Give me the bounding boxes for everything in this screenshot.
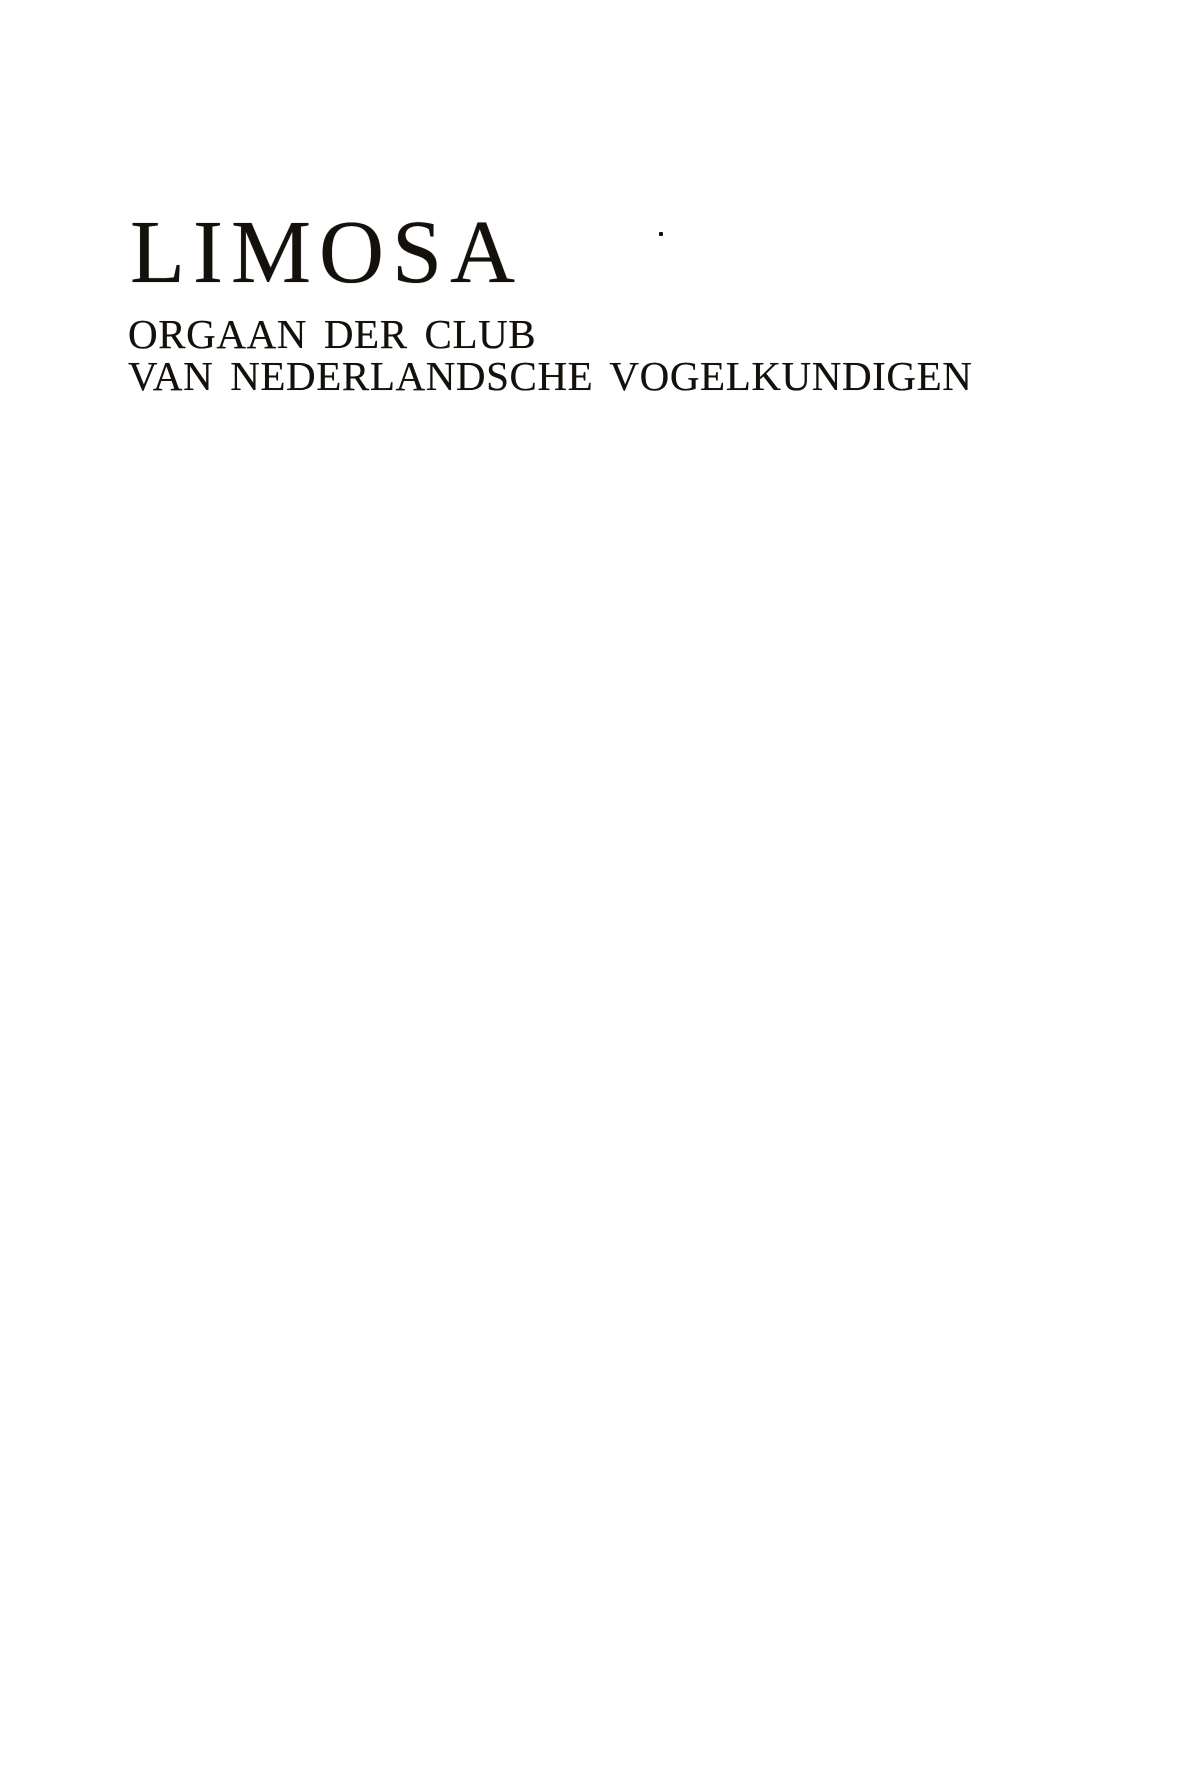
journal-title: LIMOSA (130, 203, 524, 302)
masthead-subtitle-line-1: ORGAAN DER CLUB (128, 311, 537, 357)
ink-speck (659, 232, 663, 236)
masthead-subtitle-line-2: VAN NEDERLANDSCHE VOGELKUNDIGEN (128, 353, 973, 399)
